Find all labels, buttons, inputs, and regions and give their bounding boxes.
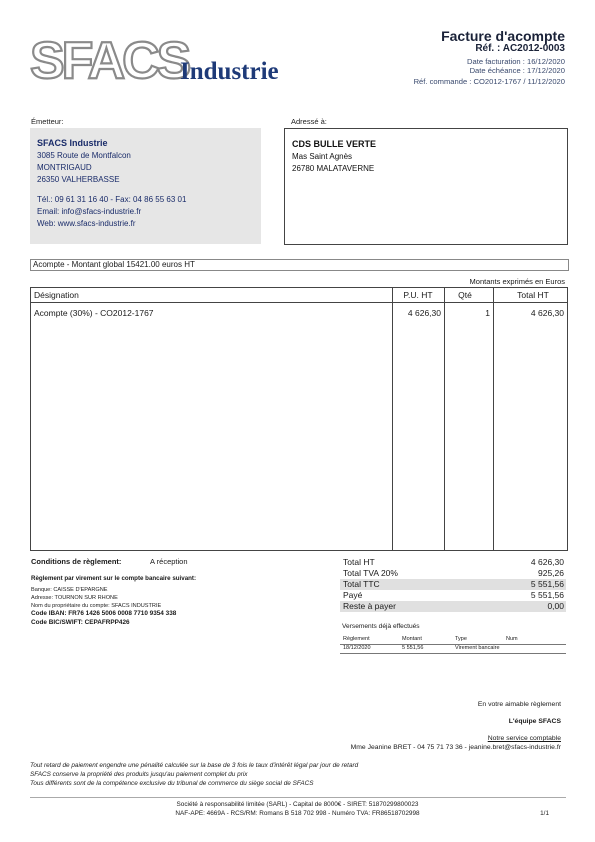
sender-address-line: 26350 VALHERBASSE [37, 175, 120, 184]
sender-phone: Tél.: 09 61 31 16 40 - Fax: 04 86 55 63 01 [37, 195, 187, 204]
document-title: Facture d'acompte [441, 28, 565, 44]
sender-name: SFACS Industrie [37, 138, 108, 148]
account-owner: Nom du propriétaire du compte: SFACS INDUSTRIE [31, 603, 162, 609]
payments-header-amount: Montant [402, 636, 422, 642]
recipient-address-line: Mas Saint Agnès [292, 152, 353, 161]
row-quantity: 1 [485, 308, 490, 318]
sender-label: Émetteur: [31, 117, 64, 126]
header-total: Total HT [517, 290, 549, 300]
payment-amount: 5 551,56 [402, 645, 424, 651]
bic-swift: Code BIC/SWIFT: CEPAFRPP426 [31, 619, 130, 626]
payments-header-payment: Règlement [343, 636, 370, 642]
column-divider [444, 288, 445, 550]
payment-terms-value: A réception [150, 557, 188, 566]
invoice-reference: Réf. : AC2012-0003 [475, 43, 565, 54]
total-label: Total HT [343, 557, 375, 567]
accounting-contact: Mme Jeanine BRET - 04 75 71 73 36 - jeanine.bret@sfacs-industrie.fr [350, 744, 561, 751]
payment-terms-label: Conditions de règlement: [31, 557, 122, 566]
column-divider [392, 288, 393, 550]
row-total: 4 626,30 [530, 308, 564, 318]
invoice-subject: Acompte - Montant global 15421.00 euros HT [30, 259, 569, 271]
footer-registration-info: NAF-APE: 4669A - RCS/RM: Romans B 518 702 998 - Numéro TVA: FR86518702998 [175, 810, 420, 817]
sender-block [30, 128, 261, 244]
logo-brand-text: SFACS [30, 32, 189, 90]
sender-website: Web: www.sfacs-industrie.fr [37, 219, 136, 228]
legal-notice: Tout retard de paiement engendre une pénalité calculée sur la base de 3 fois le taux d'intérêt légal par jour de retard [30, 762, 359, 769]
page-number: 1/1 [540, 810, 549, 817]
total-value: 5 551,56 [530, 579, 564, 589]
accounting-service: Notre service comptable [487, 735, 561, 742]
footer-company-info: Société à responsabilité limitée (SARL) - Capital de 8000€ - SIRET: 51870299800023 [176, 801, 419, 808]
total-value: 925,26 [538, 568, 564, 578]
total-label: Total TTC [343, 579, 380, 589]
payments-header-type: Type [455, 636, 467, 642]
header-unit-price: P.U. HT [403, 290, 433, 300]
bank-address: Adresse: TOURNON SUR RHONE [31, 595, 118, 601]
payments-title: Versements déjà effectués [342, 623, 420, 630]
sender-address-line: MONTRIGAUD [37, 163, 92, 172]
total-label: Reste à payer [343, 601, 396, 611]
recipient-label: Adressé à: [291, 117, 327, 126]
total-value: 4 626,30 [530, 557, 564, 567]
table-header-row [31, 288, 567, 303]
recipient-block [284, 128, 568, 245]
total-label: Payé [343, 590, 363, 600]
bank-transfer-title: Règlement par virement sur le compte bancaire suivant: [31, 575, 197, 582]
iban: Code IBAN: FR76 1426 5006 0008 7710 9354 338 [31, 610, 177, 617]
invoice-date: Date facturation : 16/12/2020 [467, 57, 565, 66]
sender-email: Email: info@sfacs-industrie.fr [37, 207, 142, 216]
total-value: 0,00 [547, 601, 564, 611]
table-row [340, 645, 566, 654]
legal-notice: Tous différents sont de la compétence exclusive du tribunal de commerce du siège social de SFACS [30, 780, 314, 787]
remaining-row [340, 601, 566, 612]
payment-date: 18/12/2020 [343, 645, 371, 651]
company-logo [30, 30, 315, 90]
total-label: Total TVA 20% [343, 568, 398, 578]
footer-divider [30, 797, 566, 798]
column-divider [493, 288, 494, 550]
closing-greeting: En votre aimable règlement [477, 701, 561, 708]
recipient-address-line: 26780 MALATAVERNE [292, 164, 375, 173]
row-designation: Acompte (30%) - CO2012-1767 [34, 308, 154, 318]
logo-tagline-text: Industrie [180, 58, 279, 85]
order-reference: Réf. commande : CO2012-1767 / 11/12/2020 [413, 77, 565, 86]
row-unit-price: 4 626,30 [407, 308, 441, 318]
total-value: 5 551,56 [530, 590, 564, 600]
bank-name: Banque: CAISSE D'EPARGNE [31, 587, 108, 593]
total-vat-row [340, 568, 566, 579]
paid-row [340, 590, 566, 601]
payments-header-row [340, 636, 566, 645]
recipient-name: CDS BULLE VERTE [292, 139, 377, 149]
legal-notice: SFACS conserve la propriété des produits jusqu'au paiement complet du prix [30, 771, 248, 778]
header-designation: Désignation [34, 290, 79, 300]
currency-note: Montants exprimés en Euros [469, 277, 565, 286]
due-date: Date échéance : 17/12/2020 [469, 66, 565, 75]
payments-header-num: Num [506, 636, 518, 642]
header-quantity: Qté [458, 290, 472, 300]
payment-type: Virement bancaire [455, 645, 500, 651]
items-table [30, 287, 568, 551]
sender-address-line: 3085 Route de Montfalcon [37, 151, 131, 160]
total-ttc-row [340, 579, 566, 590]
closing-team: L'équipe SFACS [508, 718, 561, 725]
total-ht-row [340, 557, 566, 568]
